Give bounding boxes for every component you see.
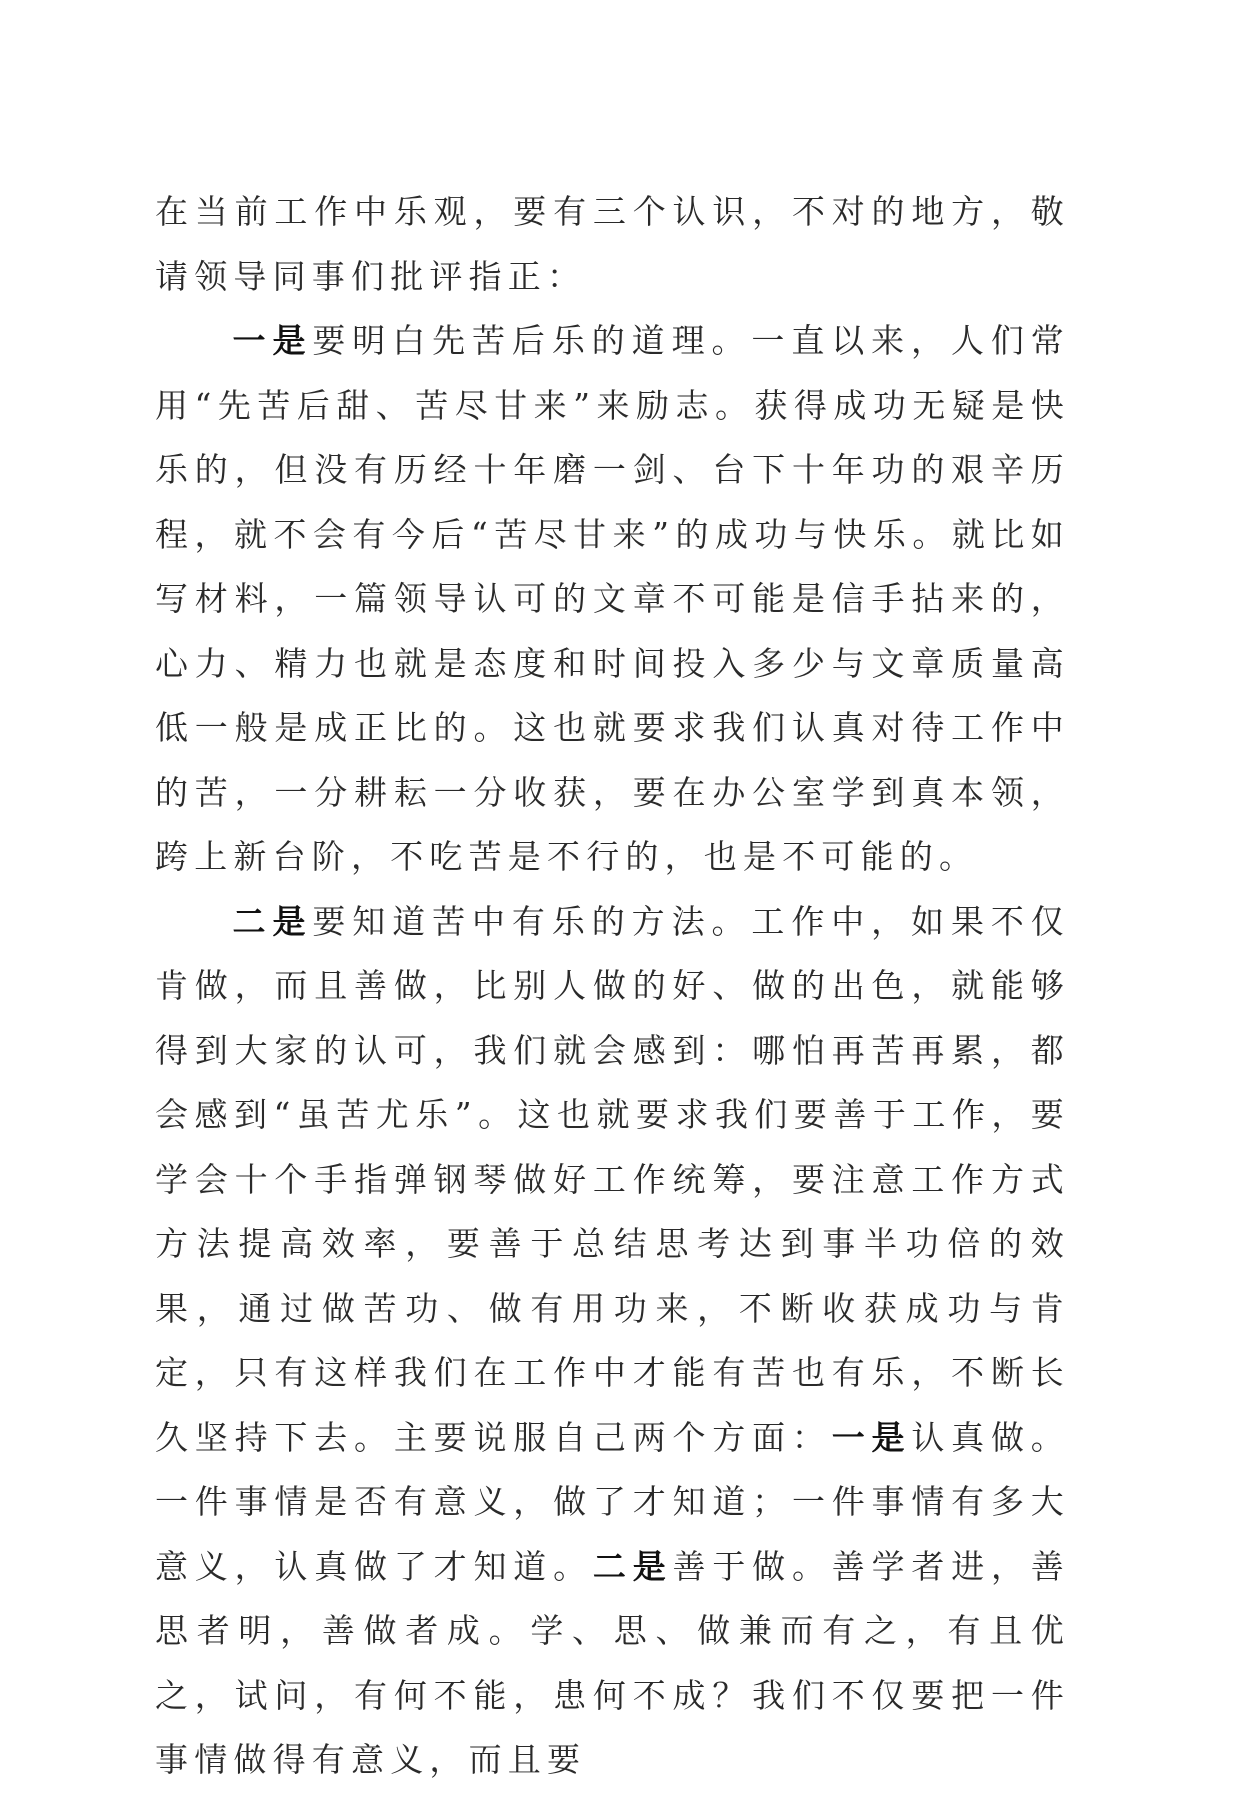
intro-paragraph — [155, 180, 1070, 309]
intro-text: 在当前工作中乐观，要有三个认识，不对的地方，敬请领导同事们批评指正： — [155, 192, 1070, 296]
point-two-paragraph — [155, 890, 1070, 1793]
point-one-text: 要明白先苦后乐的道理。一直以来，人们常用“先苦后甜、苦尽甘来”来励志。获得成功无疑是快乐的，但没有历经十年磨一剑、台下十年功的艰辛历程，就不会有今后“苦尽甘来”的成功与快乐。就比如写材料，一篇领导认可的文章不可能是信手拈来的，心力、精力也就是态度和时间投入多少与文章质量高低一般是成正比的。这也就要求我们认真对待工作中的苦，一分耕耘一分收获，要在办公室学到真本领，跨上新台阶，不吃苦是不行的，也是不可能的。 — [155, 321, 1070, 876]
point-two-text-c: 善于做。善学者进，善思者明，善做者成。学、思、做兼而有之，有且优之，试问，有何不能，患何不成？我们不仅要把一件事情做得有意义，而且要 — [155, 1546, 1071, 1779]
point-two-text-b: 认真做。一件事情是否有意义，做了才知道；一件事情有多大意义，认真做了才知道。 — [155, 1417, 1070, 1586]
point-two-sub-lead-1: 一是 — [831, 1417, 912, 1457]
body-text — [155, 180, 1070, 1793]
point-two-text-a: 要知道苦中有乐的方法。工作中，如果不仅肯做，而且善做，比别人做的好、做的出色，就能够得到大家的认可，我们就会感到：哪怕再苦再累，都会感到“虽苦尤乐”。这也就要求我们要善于工作，要学会十个手指弹钢琴做好工作统筹，要注意工作方式方法提高效率，要善于总结思考达到事半功倍的效果，通过做苦功、做有用功来，不断收获成功与肯定，只有这样我们在工作中才能有苦也有乐，不断长久坚持下去。主要说服自己两个方面： — [155, 901, 1070, 1457]
point-two-lead: 二是 — [232, 901, 313, 941]
point-one-lead: 一是 — [232, 321, 313, 360]
point-one-paragraph — [155, 309, 1070, 890]
point-two-sub-lead-2: 二是 — [592, 1546, 673, 1586]
